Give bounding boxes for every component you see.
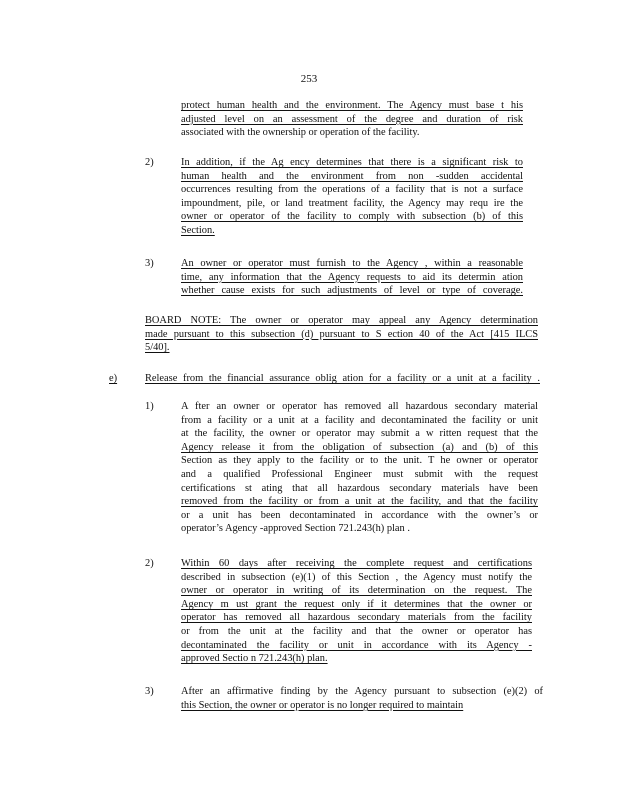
text-line: Agency release it from the obligation of subsection (a) and (b) of this [181,441,538,453]
text-line: 5/40]. [145,342,170,354]
text-line: Section. [181,224,215,236]
text-line: operator has removed all hazardous secondary materials from the facility [181,612,532,624]
text-line: Within 60 days after receiving the complete request and certifications [181,558,532,569]
paragraph-e3 [181,685,543,712]
text-line: human health and the environment from non -sudden accidental [181,170,523,182]
section-label: e) [109,373,118,384]
text-line: this Section, the owner or operator is no longer required to maintain [181,699,464,711]
text-line: owner or operator in writing of its determination on the request. The [181,585,532,597]
text-line: impoundment, pile, or land treatment facility, the Agency may requ ire the [181,197,523,209]
heading-text: Release from the financial assurance oblig ation for a facility or a unit at a facility . [145,373,540,384]
paragraph-d3 [181,257,523,298]
text-line: BOARD NOTE: The owner or operator may appeal any Agency determination [145,315,538,326]
text-line: In addition, if the Ag ency determines that there is a significant risk to [181,157,523,168]
text-line: or a unit has been decontaminated in accordance with the owner’s or [181,509,538,521]
text-line: or from the unit at the facility and that the owner or operator has [181,625,532,637]
section-heading [145,372,540,386]
item-label: 2) [145,157,154,168]
text-line: associated with the ownership or operation of the facility. [181,127,420,139]
item-label: 2) [145,558,154,569]
text-line: described in subsection (e)(1) of this Section , the Agency must notify the [181,571,532,583]
page-number: 253 [300,73,318,85]
text-line: occurrences resulting from the operations of a facility that is not a surface [181,184,523,196]
paragraph-e1 [181,400,538,536]
text-line: Section as they apply to the facility or to the unit. T he owner or operator [181,455,538,467]
text-line: whether cause exists for such adjustments of level or type of coverage. [181,285,523,297]
text-line: After an affirmative finding by the Agency pursuant to subsection (e)(2) of [181,686,543,697]
text-line: time, any information that the Agency requests to aid its determin ation [181,271,523,283]
text-line: An owner or operator must furnish to the Agency , within a reasonable [181,258,523,269]
text-line: at the facility, the owner or operator may submit a w ritten request that the [181,428,538,440]
text-line: approved Sectio n 721.243(h) plan. [181,653,328,665]
paragraph-d2 [181,156,523,238]
item-label: 3) [145,686,154,697]
text-line: A fter an owner or operator has removed all hazardous secondary material [181,401,538,412]
text-line: owner or operator of the facility to comply with subsection (b) of this [181,211,523,223]
text-line: and a qualified Professional Engineer must submit with the request [181,468,538,480]
intro-continuation [181,99,523,140]
text-line: from a facility or a unit at a facility and decontaminated the facility or unit [181,414,538,426]
text-line: made pursuant to this subsection (d) pursuant to S ection 40 of the Act [415 ILCS [145,328,538,340]
text-line: operator’s Agency -approved Section 721.243(h) plan . [181,523,410,535]
text-line: certifications st ating that all hazardous secondary materials have been [181,482,538,494]
paragraph-e2 [181,557,532,666]
text-line: Agency m ust grant the request only if it determines that the owner or [181,598,532,610]
text-line: adjusted level on an assessment of the degree and duration of risk [181,113,523,125]
item-label: 3) [145,258,154,269]
board-note [145,314,538,355]
text-line: decontaminated the facility or unit in accordance with its Agency - [181,639,532,651]
text-line: removed from the facility or from a unit at the facility, and that the facility [181,496,538,508]
item-label: 1) [145,401,154,412]
text-line: protect human health and the environment. The Agency must base t his [181,100,523,111]
